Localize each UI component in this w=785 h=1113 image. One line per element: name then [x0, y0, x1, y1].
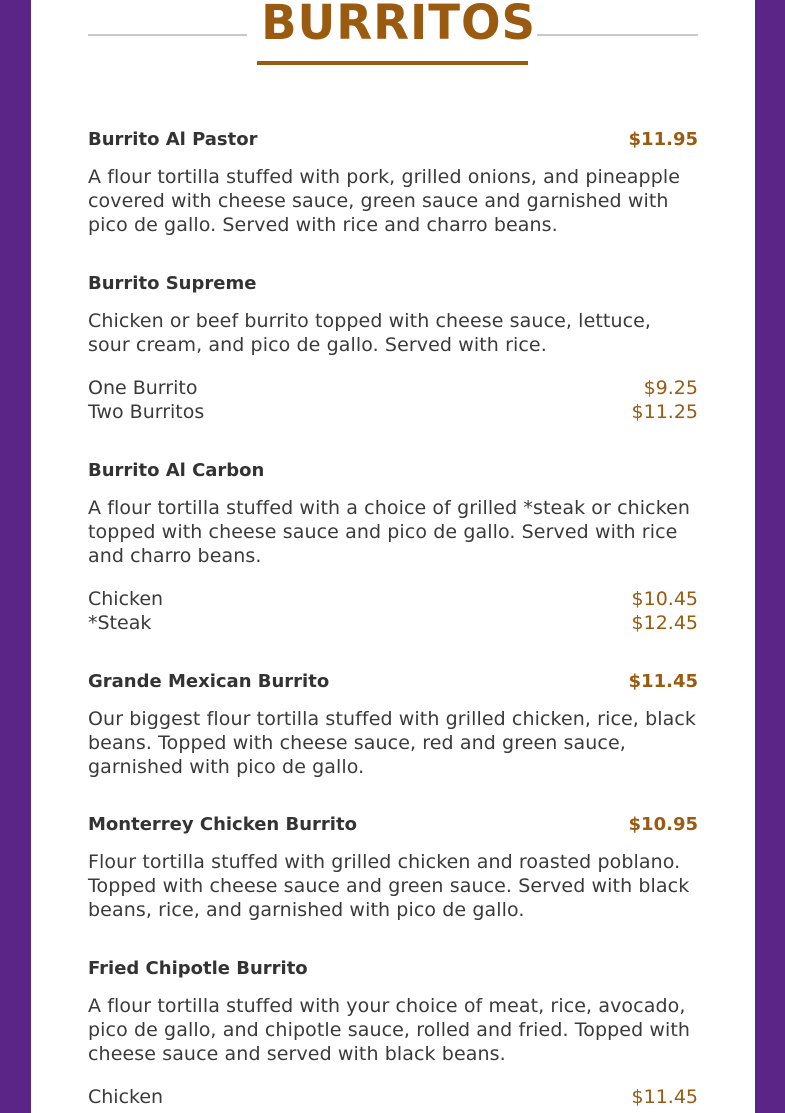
section-header	[88, 0, 698, 70]
item-name: Burrito Al Pastor	[88, 129, 258, 150]
header-rule-right	[537, 34, 698, 36]
option-price: $11.25	[631, 401, 698, 423]
option-price: $12.45	[631, 612, 698, 634]
header-rule-left	[88, 34, 247, 36]
item-price: $11.95	[628, 129, 698, 150]
option-price: $9.25	[643, 377, 698, 399]
item-name: Burrito Al Carbon	[88, 460, 265, 481]
option-price: $11.45	[631, 1086, 698, 1108]
option-label: Chicken	[88, 588, 164, 610]
option-price: $10.45	[631, 588, 698, 610]
option-row	[88, 611, 698, 635]
item-description: Flour tortilla stuffed with grilled chicken and roasted poblano. Topped with cheese sauce and green sauce. Served with black beans, rice, and garnished with pico de gallo.	[88, 851, 690, 921]
item-name: Grande Mexican Burrito	[88, 671, 330, 692]
option-row	[88, 376, 698, 400]
item-options	[88, 376, 698, 424]
item-name: Fried Chipotle Burrito	[88, 958, 308, 979]
item-options	[88, 1085, 698, 1109]
option-label: Two Burritos	[88, 401, 205, 423]
item-name: Burrito Supreme	[88, 273, 257, 294]
item-description: A flour tortilla stuffed with your choice of meat, rice, avocado, pico de gallo, and chipotle sauce, rolled and fried. Topped with cheese sauce and served with black beans.	[88, 995, 691, 1065]
item-description: A flour tortilla stuffed with pork, grilled onions, and pineapple covered with cheese sauce, green sauce and garnished with pico de gallo. Served with rice and charro beans.	[88, 166, 681, 236]
option-row	[88, 587, 698, 611]
menu-item	[88, 128, 698, 237]
section-title: BURRITOS	[261, 0, 537, 51]
option-row	[88, 1085, 698, 1109]
menu-item	[88, 272, 698, 424]
menu-page	[31, 0, 755, 1113]
menu-item	[88, 670, 698, 779]
menu-item	[88, 813, 698, 922]
item-description: Our biggest flour tortilla stuffed with grilled chicken, rice, black beans. Topped with cheese sauce, red and green sauce, garnished with pico de gallo.	[88, 708, 697, 778]
item-description: A flour tortilla stuffed with a choice of grilled *steak or chicken topped with cheese sauce and pico de gallo. Served with rice and charro beans.	[88, 497, 691, 567]
item-description: Chicken or beef burrito topped with cheese sauce, lettuce, sour cream, and pico de gallo. Served with rice.	[88, 310, 652, 356]
item-options	[88, 587, 698, 635]
item-price: $10.95	[628, 814, 698, 835]
option-label: One Burrito	[88, 377, 198, 399]
menu-item	[88, 957, 698, 1109]
item-price: $11.45	[628, 671, 698, 692]
option-label: Chicken	[88, 1086, 164, 1108]
item-name: Monterrey Chicken Burrito	[88, 814, 357, 835]
menu-item	[88, 459, 698, 635]
option-row	[88, 400, 698, 424]
title-underline	[257, 61, 528, 65]
option-label: *Steak	[88, 612, 152, 634]
